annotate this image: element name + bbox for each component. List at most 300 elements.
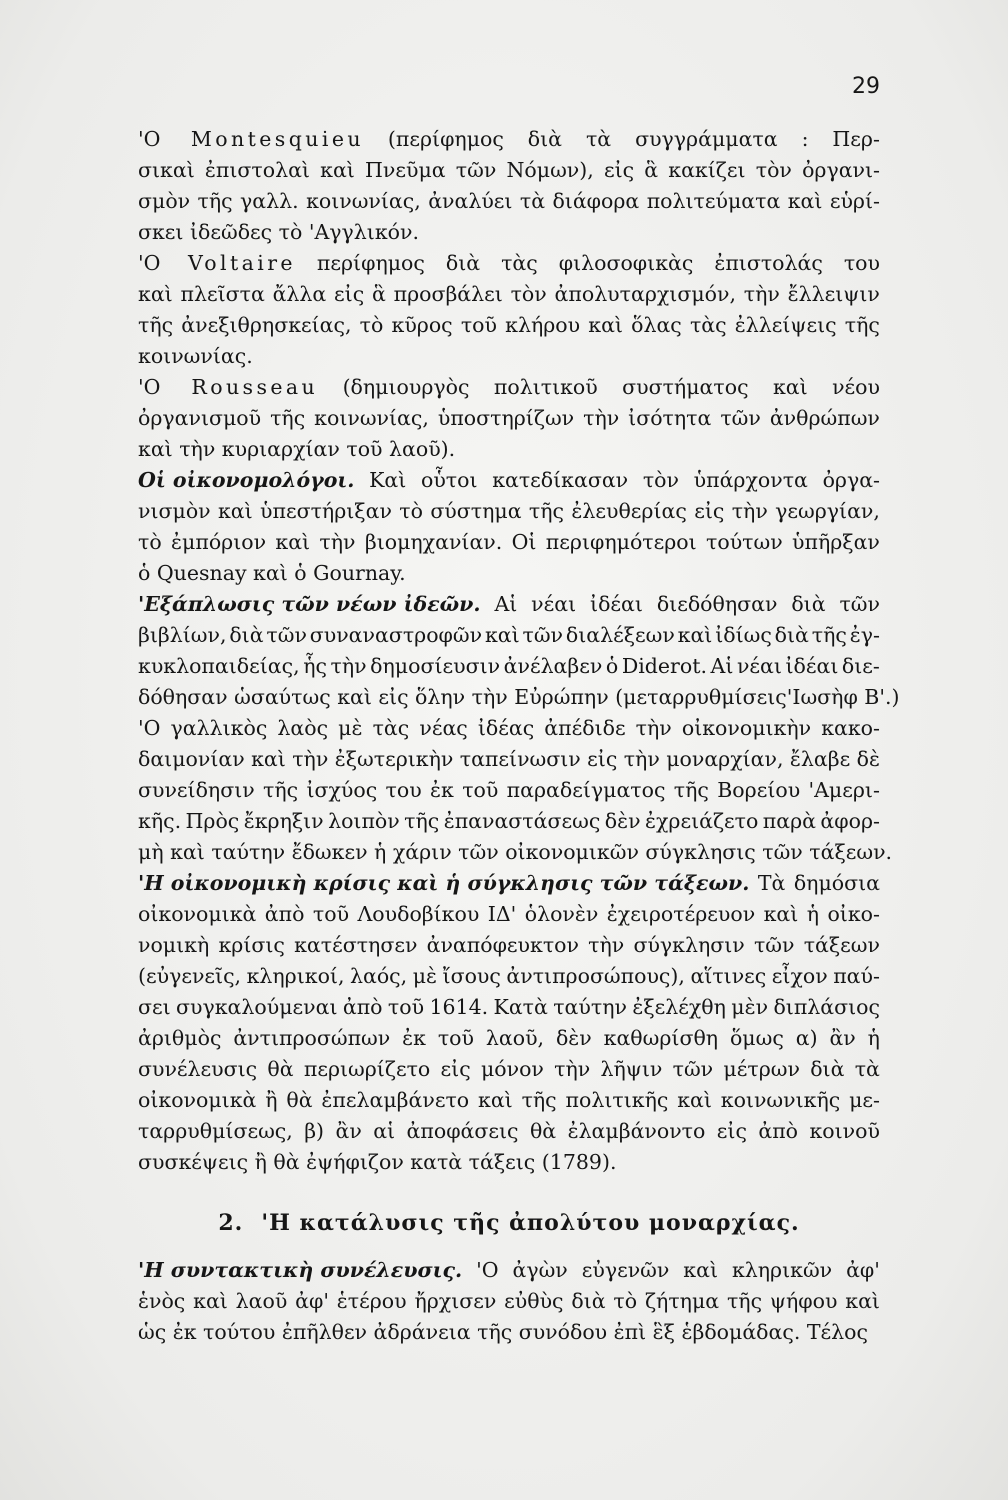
word: θὰ [529, 1119, 557, 1143]
word: τὰς [372, 716, 410, 740]
word: ΙΔ' [487, 902, 517, 926]
paragraphs-container [138, 124, 900, 1178]
word: συγκαλούμεναι [176, 995, 338, 1019]
text-line [138, 589, 880, 620]
word: ἐλλείψεις [734, 313, 837, 337]
word: εἰς [440, 1057, 471, 1081]
word: διεδόθησαν [656, 592, 778, 616]
text-line [138, 527, 880, 558]
word: ἴσους [442, 964, 501, 988]
word: νέας [419, 716, 468, 740]
text-segment: ὁ Quesnay καὶ ὁ Gournay. [138, 561, 406, 585]
paragraph [138, 868, 880, 1178]
word: καὶ [588, 313, 623, 337]
text-line [138, 1317, 880, 1348]
text-line [138, 930, 880, 961]
word: (δημιουργὸς [342, 375, 470, 399]
word: Λουδοβίκου [357, 902, 480, 926]
word: πολιτεύματα [646, 189, 781, 213]
word: θὰ [267, 1057, 294, 1081]
text-line [138, 1023, 880, 1054]
text-segment: δόθησαν ὡσαύτως καὶ εἰς ὅλην τὴν Εὐρώπην (μεταρρυθμίσεις'Ιωσὴφ Β'.) [138, 685, 900, 709]
word: τῆς [138, 313, 174, 337]
word: τῶν [839, 592, 880, 616]
word: περιωρίζετο [303, 1057, 431, 1081]
word: καθωρίσθη [603, 1026, 719, 1050]
word: τὸν [642, 468, 679, 492]
text-line [138, 186, 880, 217]
word: ὁλονὲν [524, 902, 599, 926]
run-in-heading: 'Η οἰκονομικὴ κρίσις καὶ ἡ σύγκλησις τῶν τάξεων. [138, 871, 750, 895]
word: οἰκο- [827, 902, 880, 926]
word: καὶ [763, 902, 799, 926]
word: σύστημα [430, 499, 522, 523]
word: ἰδέας [477, 716, 535, 740]
text-line [138, 372, 880, 403]
word: ἀγὼν [512, 1258, 568, 1282]
word: ἔκρηξιν [243, 809, 324, 833]
page-body [138, 124, 900, 1348]
word: ὀργανι- [802, 158, 880, 182]
word: ἐπιστολαὶ [204, 158, 310, 182]
word: τῆς [197, 189, 233, 213]
word: ἐγ- [849, 623, 880, 647]
word: ἑτέρου [336, 1289, 407, 1313]
word: τῶν [720, 406, 761, 430]
word: ὑπῆρξαν [792, 530, 880, 554]
word: κατεδίκασαν [492, 468, 629, 492]
word: ἃ [371, 282, 386, 306]
word: ὅλας [631, 313, 682, 337]
text-line [138, 341, 880, 372]
word: καὶ [217, 499, 253, 523]
spaced-name: Rousseau [191, 375, 319, 399]
word: διὰ [810, 1057, 845, 1081]
word: ἐπαναστάσεως [443, 809, 601, 833]
word: περιφημότεροι [545, 530, 697, 554]
word: τὴν [330, 654, 367, 678]
word: εἶχον [771, 964, 828, 988]
word: νέαι [736, 654, 782, 678]
paragraph [138, 248, 880, 372]
word: ταπείνωσιν [459, 747, 581, 771]
text-line [138, 961, 880, 992]
word: (εὐγενεῖς, [138, 964, 242, 988]
word: τοῦ [312, 902, 350, 926]
word: ἂν [335, 1119, 362, 1143]
text-line [138, 217, 880, 248]
word: κρίσις [218, 933, 285, 957]
text-line [138, 868, 880, 899]
word: τὸ [138, 530, 162, 554]
word: τῆς [726, 1289, 763, 1313]
word: παραδείγματος [506, 778, 666, 802]
text-line [138, 713, 880, 744]
word: σικαὶ [138, 158, 195, 182]
word: αἵτινες [690, 964, 767, 988]
word: εὐγενῶν [581, 1258, 670, 1282]
text-line [138, 248, 880, 279]
word: ὑπάρχοντα [693, 468, 808, 492]
text-line [138, 651, 880, 682]
word: ἀφορ- [820, 809, 880, 833]
word: ἐχρειάζετο [644, 809, 759, 833]
word: βιομηχανίαν. [364, 530, 503, 554]
word: ζήτημα [644, 1289, 720, 1313]
word: ὅμως [729, 1026, 784, 1050]
word: ἐκ [430, 778, 454, 802]
word: σει [138, 995, 171, 1019]
word: τὴν [554, 1057, 591, 1081]
word: τοῦ [387, 995, 425, 1019]
word: ἀπὸ [758, 1119, 799, 1143]
word: οὗτοι [420, 468, 478, 492]
word: ἀντιπροσώπους), [506, 964, 685, 988]
word: καὶ [772, 375, 808, 399]
text-line [138, 837, 893, 868]
word: ἧς [303, 654, 327, 678]
word: λῆψιν [600, 1057, 663, 1081]
paragraph [138, 465, 880, 589]
text-line [138, 1286, 880, 1317]
word: β) [304, 1119, 325, 1143]
word: εὐθὺς [504, 1289, 564, 1313]
word: συνείδησιν [138, 778, 255, 802]
word: λοιπὸν [328, 809, 400, 833]
word: διὰ [527, 127, 563, 151]
word: θὰ [286, 1088, 313, 1112]
paragraph [138, 124, 880, 248]
word: ἰδέαι [785, 654, 839, 678]
word: καὶ [787, 189, 823, 213]
word: τῶν [266, 623, 307, 647]
word: δὲ [856, 747, 880, 771]
word: γαλλικὸς [170, 716, 268, 740]
text-line [138, 899, 880, 930]
word: ἀνθρώπων [769, 406, 880, 430]
word: Βορείου [717, 778, 801, 802]
word: καὶ [677, 623, 713, 647]
word: κατέστησεν [294, 933, 418, 957]
word: διε- [841, 654, 880, 678]
word: ἰσχύος [306, 778, 378, 802]
text-line [138, 1054, 880, 1085]
text-line [138, 682, 900, 713]
word: τὰ [585, 127, 612, 151]
run-in-heading: 'Εξάπλωσις τῶν νέων ἰδεῶν. [138, 592, 481, 616]
text-line [138, 279, 880, 310]
word: κακίζει [668, 158, 746, 182]
word: ἐπελαμβάνετο [321, 1088, 470, 1112]
word: τὰ [854, 1057, 880, 1081]
word: διὰ [571, 1289, 606, 1313]
word: συστήματος [622, 375, 749, 399]
final-paragraph [138, 1255, 880, 1348]
text-line [138, 465, 880, 496]
word: ἐλευθερίας [571, 499, 687, 523]
word: τάξεων [803, 933, 880, 957]
word: ὁ [605, 654, 619, 678]
word: συγγράμματα [635, 127, 778, 151]
word: καὶ [251, 747, 286, 771]
word: τὸ [613, 1289, 638, 1313]
word: τοῦ [460, 313, 497, 337]
word: εἰς [694, 499, 725, 523]
word: δὲν [555, 1026, 592, 1050]
word: τὴν [731, 499, 768, 523]
word: τὴν [623, 747, 660, 771]
word: τῶν [522, 623, 564, 647]
text-segment: 'Ο [138, 251, 167, 275]
word: τὴν [583, 406, 620, 430]
word: λαός, [350, 964, 408, 988]
word: ἐπιστολάς [714, 251, 823, 275]
word: Καὶ [369, 468, 407, 492]
word: πολιτικῆς [565, 1088, 669, 1112]
text-segment: 'Ο [138, 375, 167, 399]
text-line [138, 434, 880, 465]
text-line [138, 124, 880, 155]
word: ἔλλειψιν [787, 282, 880, 306]
word: 'Αμερι- [808, 778, 880, 802]
word: μὲ [412, 964, 438, 988]
word: καὶ [320, 158, 355, 182]
word: δὲν [604, 809, 641, 833]
word: τοῦ [437, 1026, 474, 1050]
text-line [138, 1147, 880, 1178]
word: ἀπὸ [264, 902, 305, 926]
word: τὴν [588, 933, 625, 957]
word: ταρρυθμίσεως, [138, 1119, 293, 1143]
text-line [138, 1085, 880, 1116]
word: τῶν [672, 1057, 714, 1081]
word: ἀντιπροσώπων [233, 1026, 391, 1050]
word: καὶ [683, 1258, 718, 1282]
text-segment: καὶ τὴν κυριαρχίαν τοῦ λαοῦ). [138, 437, 456, 461]
word: τῶν [455, 158, 497, 182]
word: κλήρου [505, 313, 581, 337]
word: οἰκονομικὰ [138, 1088, 257, 1112]
word: ταύτην [553, 995, 627, 1019]
word: παύ- [833, 964, 880, 988]
word: ἐμπόριον [171, 530, 267, 554]
word: διὰ [229, 623, 264, 647]
word: ἔλαβε [789, 747, 851, 771]
word: καὶ [275, 530, 311, 554]
word: διὰ [791, 592, 826, 616]
word: νομικὴ [138, 933, 210, 957]
word: οἰκονομικὴν [681, 716, 812, 740]
word: μὲ [338, 716, 363, 740]
word: εἰς [587, 747, 618, 771]
run-in-heading: 'Η συντακτικὴ συνέλευσις. [138, 1258, 463, 1282]
word: τῆς [270, 406, 306, 430]
word: ἐλαμβάνοντο [567, 1119, 706, 1143]
word: σύγκλησιν [633, 933, 745, 957]
word: τῆς [521, 1088, 557, 1112]
word: πολιτικοῦ [493, 375, 598, 399]
word: δημόσια [793, 871, 880, 895]
word: κοινοῦ [809, 1119, 880, 1143]
word: τὴν [635, 716, 672, 740]
word: περίφημος [316, 251, 425, 275]
word: Αἱ [710, 654, 734, 678]
word: τὴν [743, 282, 780, 306]
word: Τὰ [757, 871, 786, 895]
word: με- [849, 1088, 880, 1112]
word: ἀπέδιδε [544, 716, 626, 740]
text-line [138, 496, 880, 527]
word: διάφορα [552, 189, 640, 213]
word: Αἱ [494, 592, 518, 616]
word: τὸν [510, 282, 547, 306]
word: ἀναλύει [428, 189, 513, 213]
word: Πνεῦμα [365, 158, 446, 182]
word: ὀργα- [822, 468, 880, 492]
word: τῆς [811, 623, 847, 647]
word: ὑπεστήριξαν [260, 499, 392, 523]
text-segment: 'Ο [138, 127, 167, 151]
word: τὸν [755, 158, 792, 182]
word: καὶ [484, 623, 520, 647]
word: λαὸς [277, 716, 329, 740]
word: σμὸν [138, 189, 191, 213]
word: τῶν [753, 933, 795, 957]
word: ἀνέλαβεν [503, 654, 603, 678]
word: ἃ [644, 158, 659, 182]
word: τὸ [359, 313, 384, 337]
spaced-name: Voltaire [187, 251, 296, 275]
word: λαοῦ [235, 1289, 288, 1313]
word: καὶ [478, 1088, 513, 1112]
paragraph [138, 372, 880, 465]
word: τὰς [689, 313, 727, 337]
word: φιλοσοφικὰς [558, 251, 694, 275]
word: 1614. [429, 995, 489, 1019]
word: τῆς [528, 499, 565, 523]
word: ψήφου [769, 1289, 838, 1313]
word: μόνον [480, 1057, 544, 1081]
word: διαλέξεων [565, 623, 675, 647]
word: ἤρχισεν [414, 1289, 497, 1313]
word: καὶ [677, 1088, 712, 1112]
word: ἰσότητα [628, 406, 712, 430]
word: συνέλευσις [138, 1057, 258, 1081]
word: εὑρί- [829, 189, 880, 213]
word: κληρικῶν [731, 1258, 833, 1282]
word: ἀφ' [846, 1258, 880, 1282]
word: εἰς [603, 158, 635, 182]
word: βιβλίων, [138, 623, 227, 647]
text-line [138, 806, 880, 837]
word: Πρὸς [185, 809, 240, 833]
section-number: 2. [218, 1210, 244, 1236]
run-in-heading: Οἱ οἰκονομολόγοι. [138, 468, 355, 492]
word: διὰ [445, 251, 481, 275]
word: τὰς [501, 251, 538, 275]
word: 'Ο [138, 716, 161, 740]
text-line [138, 992, 880, 1023]
word: τῆς [673, 778, 709, 802]
word: κοινωνίας, [306, 189, 421, 213]
word: νέαι [531, 592, 577, 616]
word: καὶ [845, 1289, 880, 1313]
word: τὸ [399, 499, 423, 523]
word: κακο- [821, 716, 880, 740]
word: διὰ [774, 623, 809, 647]
word: Κατὰ [493, 995, 548, 1019]
word: παρὰ [762, 809, 816, 833]
word: : [801, 127, 809, 151]
word: του [843, 251, 880, 275]
word: μοναρχίαν, [666, 747, 784, 771]
text-segment: συσκέψεις ἢ θὰ ἐψήφιζον κατὰ τάξεις (1789). [138, 1150, 617, 1174]
text-line [138, 744, 880, 775]
text-segment: κοινωνίας. [138, 344, 253, 368]
text-line [138, 310, 880, 341]
word: κῆς. [138, 809, 182, 833]
page-number: 29 [852, 74, 880, 99]
word: διπλάσιος [773, 995, 880, 1019]
text-line [138, 558, 880, 589]
paragraph [138, 589, 900, 713]
word: κοινωνικῆς [720, 1088, 841, 1112]
text-line [138, 775, 880, 806]
word: γαλλ. [240, 189, 299, 213]
text-line [138, 155, 880, 186]
word: εἰς [716, 1119, 747, 1143]
spaced-name: Montesquieu [190, 127, 364, 151]
word: τῆς [844, 313, 880, 337]
word: Περ- [832, 127, 880, 151]
text-line [138, 1116, 880, 1147]
word: τῆς [404, 809, 440, 833]
word: κυκλοπαιδείας, [138, 654, 300, 678]
word: Οἱ [511, 530, 537, 554]
word: τοῦ [462, 778, 499, 802]
word: ἀπὸ [342, 995, 383, 1019]
word: κληρικοί, [246, 964, 345, 988]
word: νισμὸν [138, 499, 211, 523]
word: ἀπολυταρχισμόν, [554, 282, 736, 306]
word: δαιμονίαν [138, 747, 245, 771]
word: (περίφημος [387, 127, 504, 151]
word: τὰ [519, 189, 546, 213]
word: ἀφ' [295, 1289, 329, 1313]
text-segment: ὡς ἐκ τούτου ἐπῆλθεν ἀδράνεια τῆς συνόδου ἐπὶ ἓξ ἑβδομάδας. Τέλος [138, 1320, 868, 1344]
word: εἰς [334, 282, 365, 306]
word: ὑποστηρίζων [437, 406, 575, 430]
word: ἐχειροτέρευον [606, 902, 756, 926]
word: καὶ [138, 282, 173, 306]
word: ἐξωτερικὴν [334, 747, 454, 771]
word: πλεῖστα [180, 282, 265, 306]
word: τῆς [263, 778, 299, 802]
word: ἀνεξιθρησκείας, [181, 313, 352, 337]
text-segment: μὴ καὶ ταύτην ἔδωκεν ἡ χάριν τῶν οἰκονομικῶν σύγκλησις τῶν τάξεων. [138, 840, 893, 864]
word: οἰκονομικὰ [138, 902, 257, 926]
word: τούτων [706, 530, 783, 554]
text-line [138, 1255, 880, 1286]
word: μέτρων [723, 1057, 800, 1081]
text-line [138, 403, 880, 434]
section-title: 'Η κατάλυσις τῆς ἀπολύτου μοναρχίας. [261, 1210, 800, 1236]
word: συναναστροφῶν [309, 623, 483, 647]
word: του [385, 778, 422, 802]
word: μὲν [731, 995, 769, 1019]
word: κοινωνίας, [314, 406, 429, 430]
word: ἡ [867, 1026, 880, 1050]
